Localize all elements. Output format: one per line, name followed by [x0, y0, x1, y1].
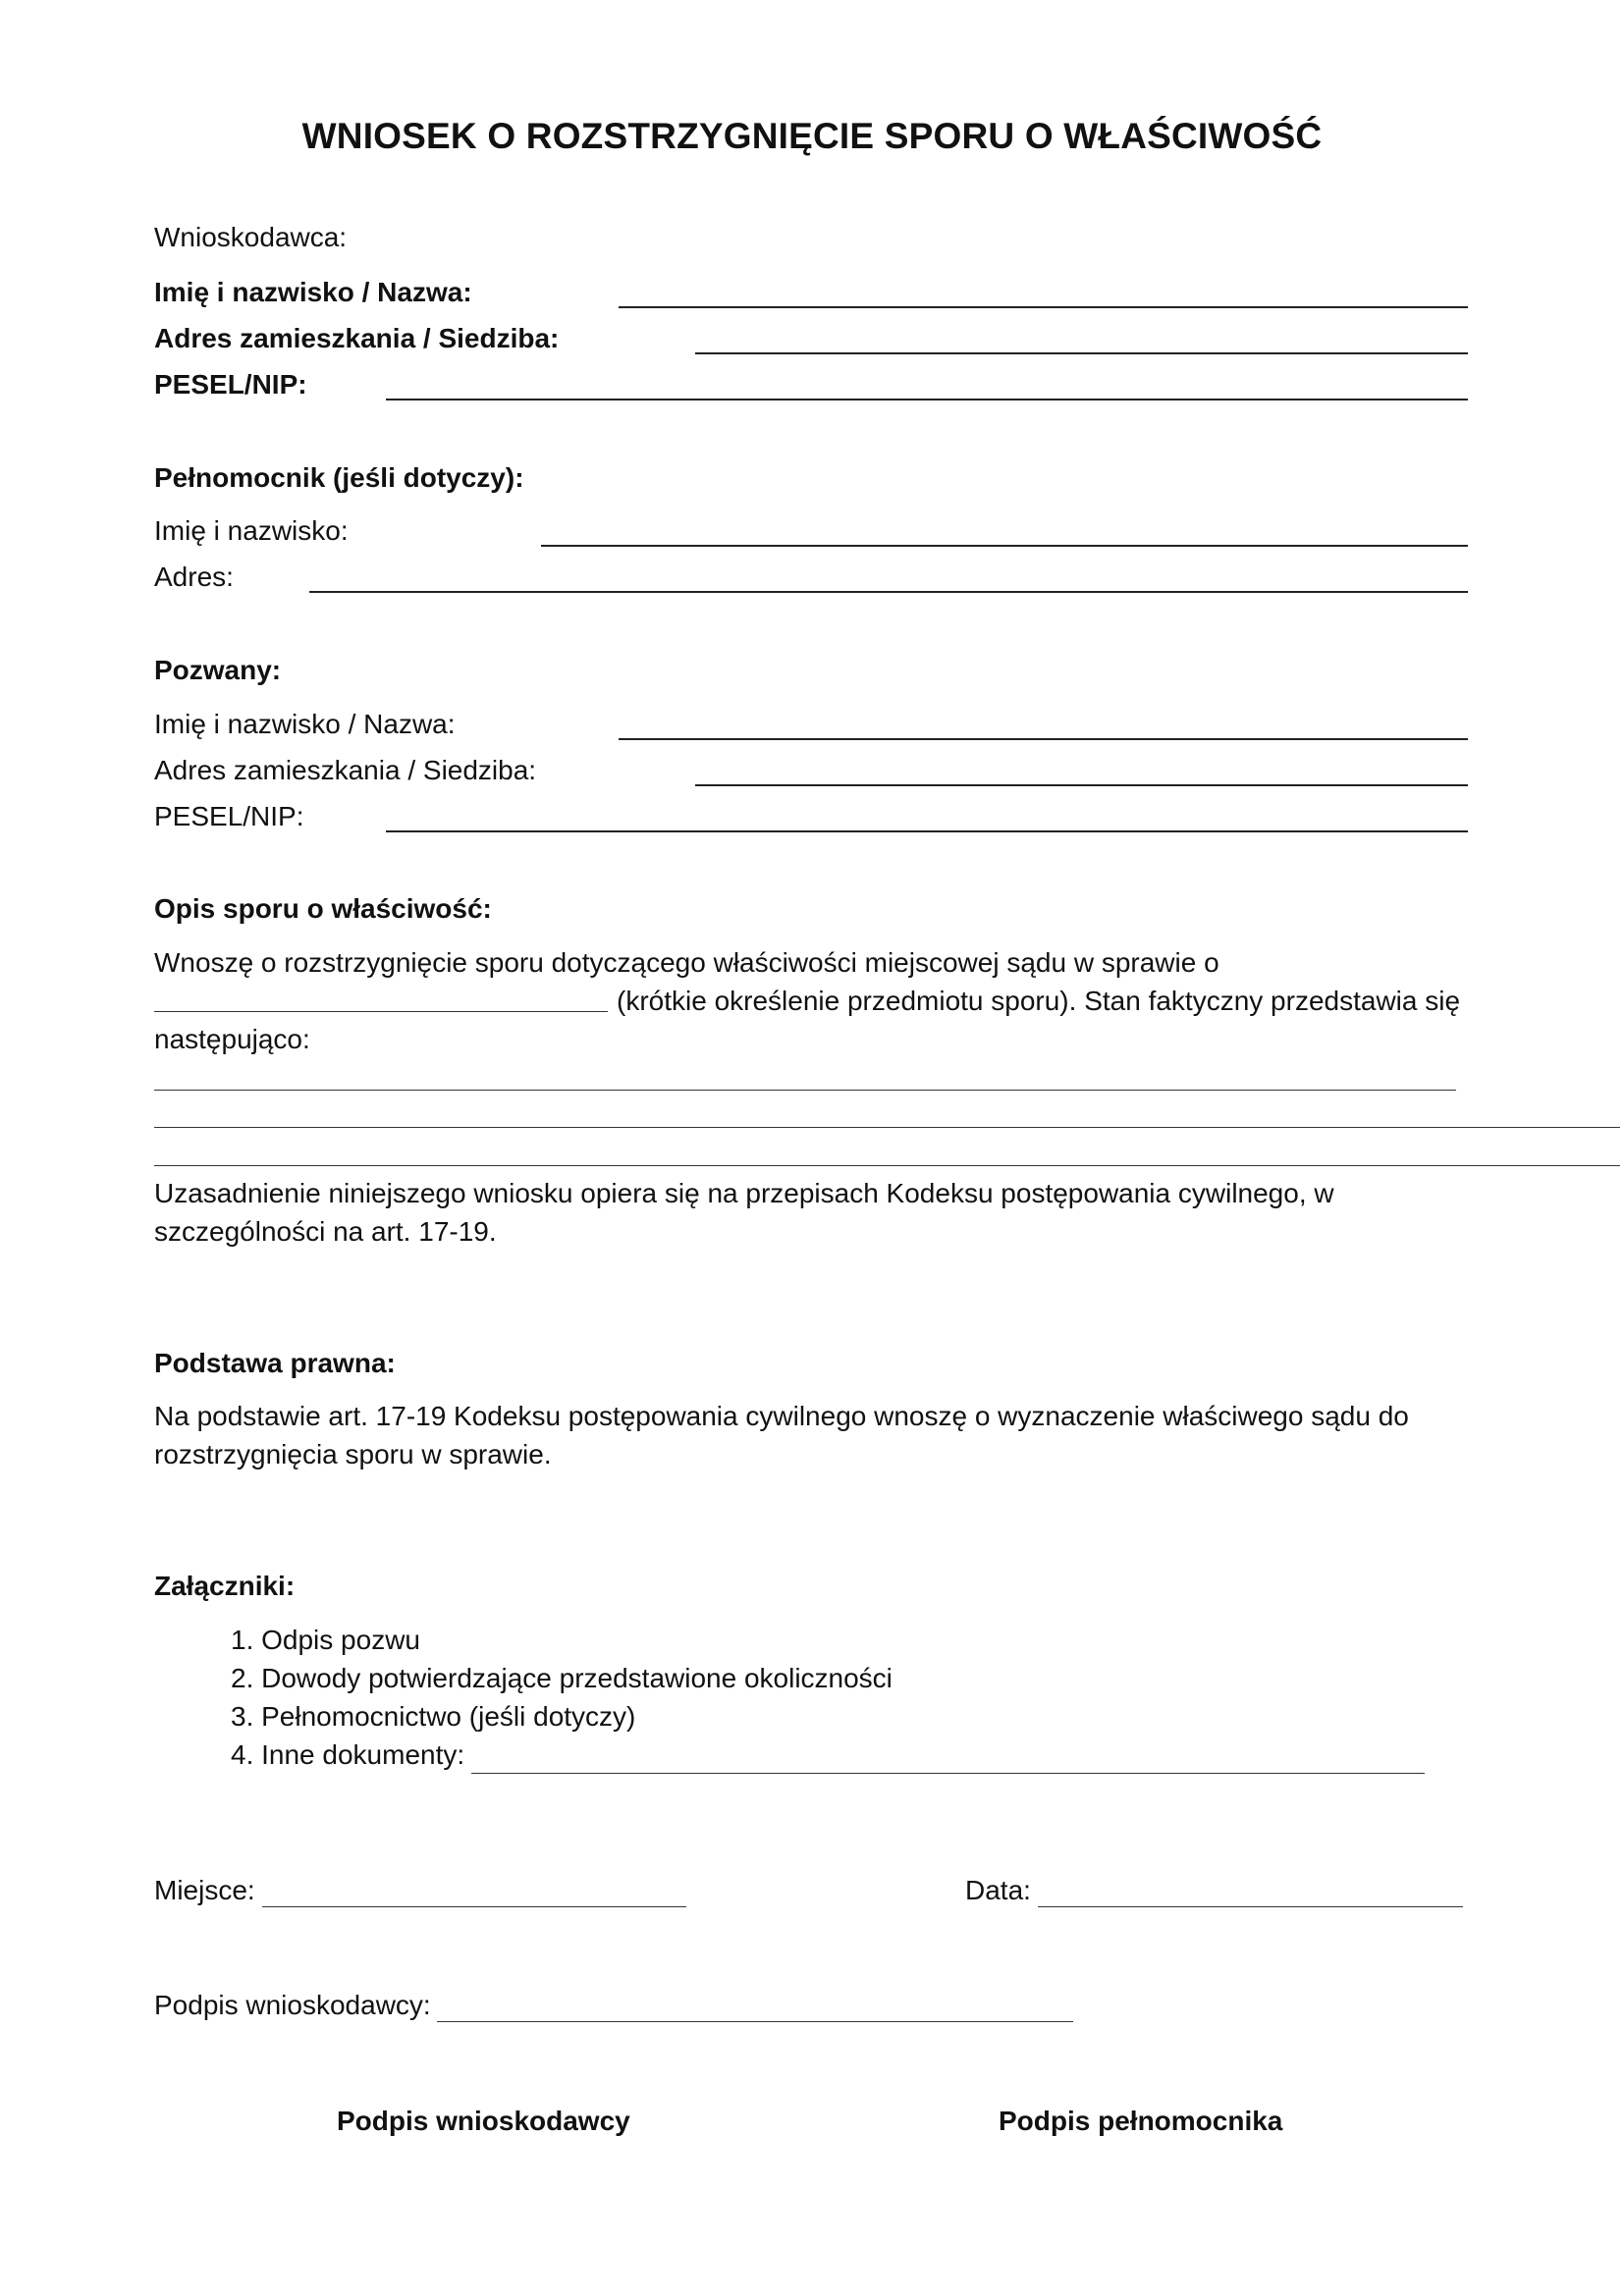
applicant-pesel-label: PESEL/NIP: — [154, 369, 307, 400]
legal-basis-line-2: rozstrzygnięcia sporu w sprawie. — [154, 1439, 552, 1469]
applicant-signature-caption: Podpis wnioskodawcy — [337, 2106, 630, 2136]
facts-line-2[interactable] — [154, 1127, 1620, 1128]
attorney-name-label: Imię i nazwisko: — [154, 515, 349, 546]
attorney-signature-caption: Podpis pełnomocnika — [999, 2106, 1283, 2136]
legal-basis-line-1: Na podstawie art. 17-19 Kodeksu postępowania cywilnego wnoszę o wyznaczenie właściwego sądu do — [154, 1401, 1409, 1431]
other-documents-field[interactable] — [471, 1773, 1425, 1774]
place-label: Miejsce: — [154, 1875, 255, 1905]
applicant-name-field[interactable] — [619, 306, 1468, 308]
applicant-signature-inline-label: Podpis wnioskodawcy: — [154, 1990, 431, 2020]
applicant-address-label: Adres zamieszkania / Siedziba: — [154, 323, 560, 353]
attorney-name-field[interactable] — [541, 545, 1468, 547]
dispute-line-1: Wnoszę o rozstrzygnięcie sporu dotyczącego właściwości miejscowej sądu w sprawie o — [154, 947, 1219, 978]
applicant-heading: Wnioskodawca: — [154, 222, 348, 252]
attorney-address-field[interactable] — [309, 591, 1468, 593]
defendant-address-field[interactable] — [695, 784, 1468, 786]
dispute-line-3: następująco: — [154, 1024, 310, 1054]
attachment-item: 3. Pełnomocnictwo (jeśli dotyczy) — [231, 1701, 636, 1732]
attorney-heading: Pełnomocnik (jeśli dotyczy): — [154, 462, 524, 493]
place-field[interactable] — [262, 1906, 686, 1907]
attorney-address-label: Adres: — [154, 561, 234, 592]
defendant-name-field[interactable] — [619, 738, 1468, 740]
defendant-heading: Pozwany: — [154, 655, 282, 685]
applicant-address-field[interactable] — [695, 352, 1468, 354]
attachment-item: 4. Inne dokumenty: — [231, 1739, 465, 1770]
legal-basis-heading: Podstawa prawna: — [154, 1348, 396, 1378]
facts-line-1[interactable] — [154, 1090, 1456, 1091]
dispute-subject-field[interactable] — [154, 1011, 608, 1012]
attachment-item: 1. Odpis pozwu — [231, 1625, 420, 1655]
attachments-heading: Załączniki: — [154, 1571, 296, 1601]
defendant-address-label: Adres zamieszkania / Siedziba: — [154, 755, 537, 785]
justification-line-1: Uzasadnienie niniejszego wniosku opiera się na przepisach Kodeksu postępowania cywilnego, w — [154, 1178, 1334, 1208]
document-title: WNIOSEK O ROZSTRZYGNIĘCIE SPORU O WŁAŚCIWOŚĆ — [301, 116, 1323, 156]
justification-line-2: szczególności na art. 17-19. — [154, 1216, 497, 1247]
date-label: Data: — [965, 1875, 1031, 1905]
attachment-item: 2. Dowody potwierdzające przedstawione okoliczności — [231, 1663, 893, 1693]
applicant-pesel-field[interactable] — [386, 399, 1468, 400]
defendant-pesel-field[interactable] — [386, 830, 1468, 832]
defendant-name-label: Imię i nazwisko / Nazwa: — [154, 709, 456, 739]
dispute-line-2: (krótkie określenie przedmiotu sporu). Stan faktyczny przedstawia się — [617, 986, 1461, 1016]
facts-line-3[interactable] — [154, 1165, 1620, 1166]
date-field[interactable] — [1038, 1906, 1463, 1907]
dispute-heading: Opis sporu o właściwość: — [154, 893, 492, 924]
applicant-name-label: Imię i nazwisko / Nazwa: — [154, 277, 472, 307]
defendant-pesel-label: PESEL/NIP: — [154, 801, 304, 831]
applicant-signature-field[interactable] — [437, 2021, 1073, 2022]
